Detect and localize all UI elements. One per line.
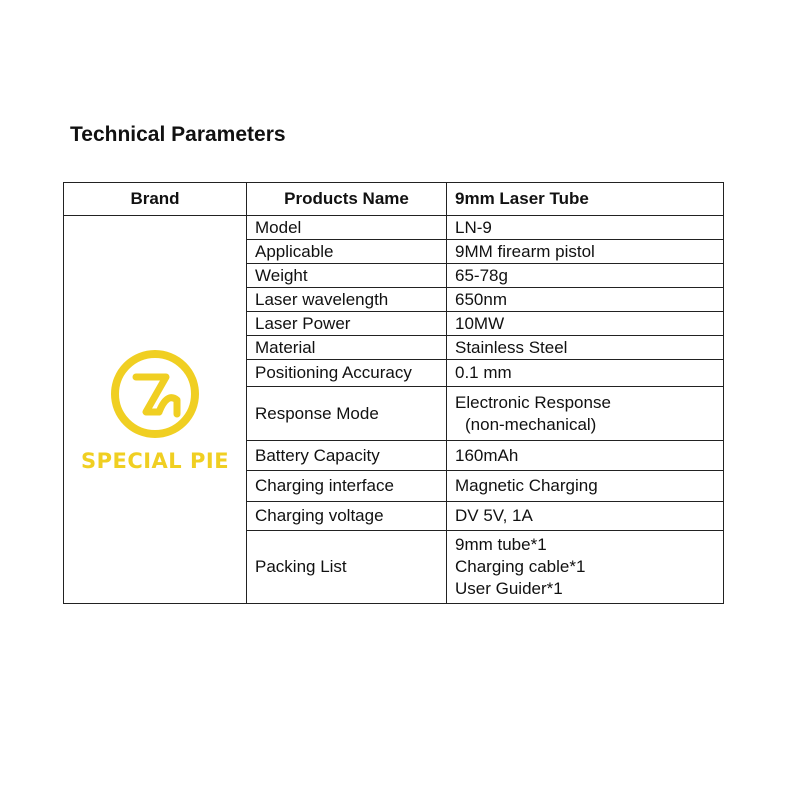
brand-name: SPECIAL PIE [80,448,230,473]
table-row [64,216,724,240]
param-value-line: 9mm tube*1 [455,535,547,554]
param-label: Laser Power [247,312,447,336]
param-label: Material [247,336,447,360]
header-products-name: Products Name [247,183,447,216]
page-title: Technical Parameters [70,123,286,146]
param-value: 65-78g [447,264,724,288]
param-value: Stainless Steel [447,336,724,360]
param-label: Packing List [247,531,447,604]
special-pie-logo-icon [109,348,201,440]
param-value-line: User Guider*1 [455,579,563,598]
brand-logo [64,348,246,472]
param-value: 650nm [447,288,724,312]
param-value [447,387,724,441]
header-brand: Brand [64,183,247,216]
param-value: 160mAh [447,441,724,471]
param-label: Laser wavelength [247,288,447,312]
table-header-row [64,183,724,216]
param-value: Magnetic Charging [447,471,724,502]
param-value: 0.1 mm [447,360,724,387]
param-label: Positioning Accuracy [247,360,447,387]
param-value: LN-9 [447,216,724,240]
param-label: Model [247,216,447,240]
param-value-line: Charging cable*1 [455,557,586,576]
param-value-line: Electronic Response [455,392,611,412]
param-value-line: (non-mechanical) [465,414,597,434]
param-label: Charging interface [247,471,447,502]
param-value [447,531,724,604]
param-label: Battery Capacity [247,441,447,471]
param-value: DV 5V, 1A [447,502,724,531]
technical-parameters-table [63,182,724,604]
param-label: Charging voltage [247,502,447,531]
param-label: Applicable [247,240,447,264]
header-product-value: 9mm Laser Tube [447,183,724,216]
param-label: Response Mode [247,387,447,441]
param-value: 9MM firearm pistol [447,240,724,264]
brand-cell [64,216,247,604]
param-label: Weight [247,264,447,288]
param-value: 10MW [447,312,724,336]
